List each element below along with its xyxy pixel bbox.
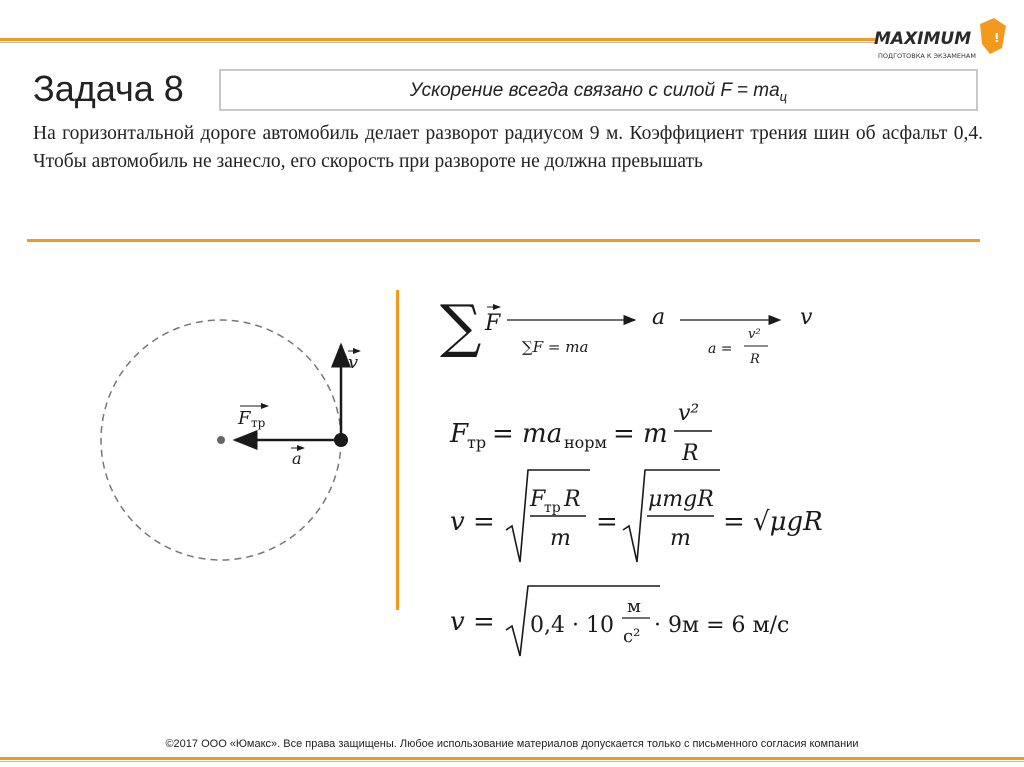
scheme-a-formula-den: R [750,352,760,367]
eq2-frac1-den: m [550,526,571,551]
eq1-mid-sub: норм [564,433,607,452]
hint-box [219,69,978,111]
friction-subscript: тр [251,416,266,430]
eq3-unit-num: м [627,596,642,617]
car-point [334,433,348,447]
eq2-frac2-den: m [670,526,691,551]
top-gray-line [0,42,875,43]
velocity-label: v [348,352,359,373]
eq2-eq: = [596,507,618,537]
maximum-logo [872,18,1012,68]
eq3-lhs: v = [450,607,495,637]
scheme-a-formula-num: v² [748,327,761,342]
mid-orange-line [27,239,980,242]
scheme-sum-f: F [485,311,501,336]
eq3-unit-den: с² [623,626,641,647]
eq2-frac1-num-tail: R [564,487,581,512]
hint-subscript: ц [779,88,788,104]
scheme-a-formula-lhs: a = [708,341,733,357]
vertical-divider [396,290,399,610]
eq2-frac1-num: F [530,487,546,512]
formulas [430,280,850,670]
eq1-frac-num: v² [678,401,700,426]
scheme-v: v [800,305,813,330]
logo-mark-icon [980,18,1006,54]
equation-friction [449,401,712,466]
bottom-gray-line [0,761,1024,762]
eq2-lhs: v = [450,507,495,537]
footer-copyright: ©2017 ООО «Юмакс». Все права защищены. Любое использование материалов допускается только с письменного согласия компании [165,738,859,750]
scheme-row [440,292,813,367]
eq2-frac1-num-sub: тр [544,500,561,516]
problem-statement: На горизонтальной дороге автомобиль делает разворот радиусом 9 м. Коэффициент трения шин об асфальт 0,4. Чтобы автомобиль не занесло, его скорость при развороте не должна превышать [33,123,983,172]
sum-symbol: ∑ [440,292,482,360]
hint-text: Ускорение всегда связано с силой F = ma [409,80,780,101]
center-point [217,436,225,444]
eq1-rhs: = m [613,419,668,449]
page-title: Задача 8 [33,68,184,109]
eq2-tail: = √μgR [723,507,823,537]
eq1-frac-den: R [682,441,699,466]
top-orange-line [0,38,875,41]
eq1-mid: = ma [492,419,563,449]
eq2-frac2-num: μmgR [648,487,714,512]
svg-text:!: ! [994,31,1000,45]
eq3-expr1: 0,4 · 10 [530,613,614,638]
scheme-newton-label: ∑F = ma [522,338,589,356]
logo-tagline: ПОДГОТОВКА К ЭКЗАМЕНАМ [878,52,976,60]
scheme-a: a [652,305,666,330]
logo-brand: MAXIMUM [874,29,972,49]
friction-label: F [238,408,251,429]
bottom-orange-line [0,757,1024,760]
eq1-lhs-sub: тр [467,433,487,452]
acceleration-label: a [292,449,302,468]
equation-speed [450,470,823,562]
eq3-expr2: · 9м = 6 м/с [654,613,790,638]
equation-numeric [450,586,789,656]
circle-diagram [80,300,380,600]
eq1-lhs: F [450,419,469,449]
